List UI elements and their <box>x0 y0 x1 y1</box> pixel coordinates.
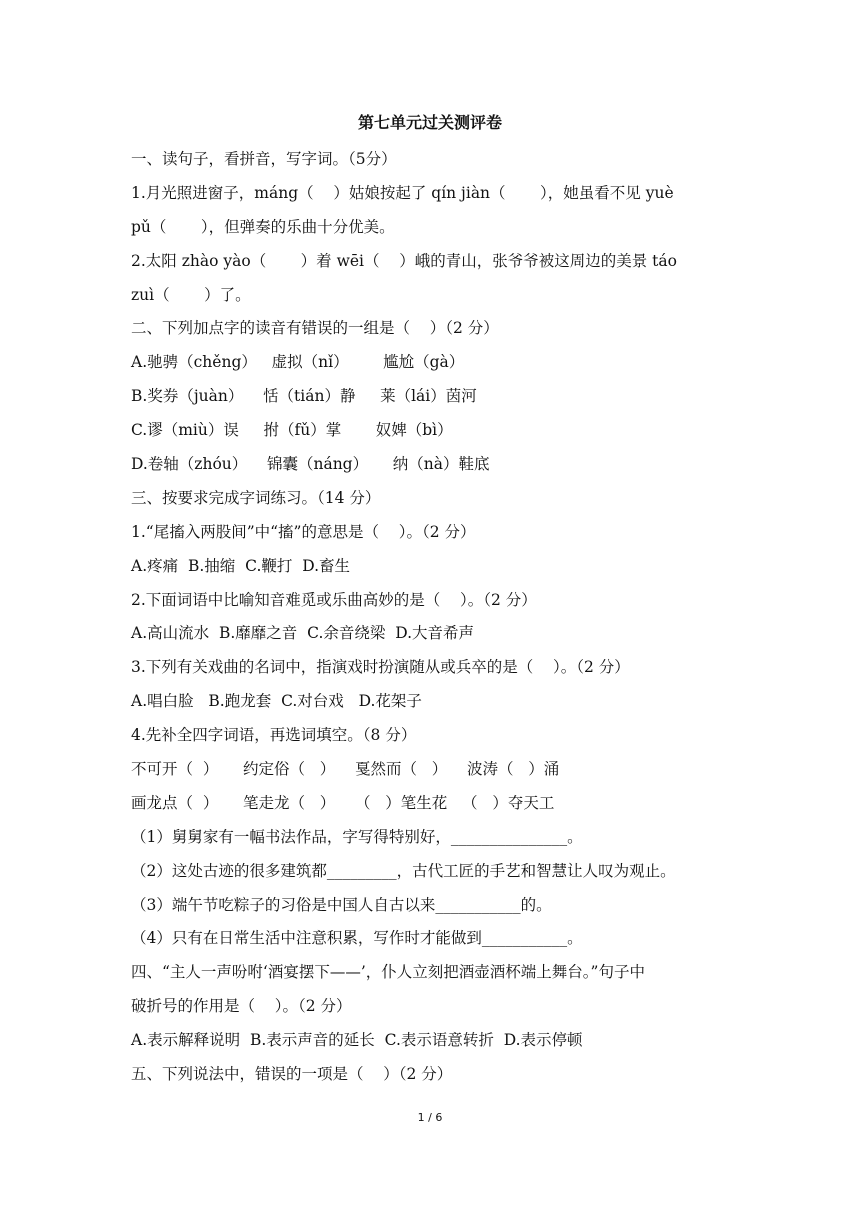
fill-sentence: （1）舅舅家有一幅书法作品，字写得特别好，_______________。 <box>131 827 583 846</box>
question-line: 破折号的作用是（ ）。（2 分） <box>131 997 352 1016</box>
option-line: A.唱白脸 B.跑龙套 C.对台戏 D.花架子 <box>131 692 422 711</box>
question-line: 2.太阳 zhào yào（ ）着 wēi（ ）峨的青山，张爷爷被这周边的美景 táo <box>131 251 677 270</box>
fill-blank-words: 不可开（ ） 约定俗（ ） 戛然而（ ） 波涛（ ）涌 <box>131 760 560 779</box>
section-heading-4: 四、“主人一声吩咐‘酒宴摆下——’，仆人立刻把酒壶酒杯端上舞台。”句子中 <box>131 963 645 982</box>
fill-sentence: （2）这处古迹的很多建筑都_________，古代工匠的手艺和智慧让人叹为观止。 <box>131 861 676 880</box>
option-line: A.驰骋（chěng） 虚拟（nǐ） 尴尬（gà） <box>131 353 465 372</box>
page-title: 第七单元过关测评卷 <box>357 113 502 132</box>
question-line: 1.月光照进窗子，máng（ ）姑娘按起了 qín jiàn（ ），她虽看不见 yuè <box>131 183 674 202</box>
question-line: 3.下列有关戏曲的名词中，指演戏时扮演随从或兵卒的是（ ）。（2 分） <box>131 658 630 677</box>
section-heading-1: 一、读句子，看拼音，写字词。（5分） <box>131 150 397 168</box>
question-line: pǔ（ ），但弹奏的乐曲十分优美。 <box>131 217 395 236</box>
option-line: A.疼痛 B.抽缩 C.鞭打 D.畜生 <box>131 556 351 575</box>
fill-sentence: （4）只有在日常生活中注意积累，写作时才能做到___________。 <box>131 929 583 948</box>
question-line: 2.下面词语中比喻知音难觅或乐曲高妙的是（ ）。（2 分） <box>131 590 537 609</box>
option-line: C.谬（miù）误 拊（fǔ）掌 奴婢（bì） <box>131 421 453 440</box>
question-line: 4.先补全四字词语，再选词填空。（8 分） <box>131 726 417 745</box>
option-line: D.卷轴（zhóu） 锦囊（náng） 纳（nà）鞋底 <box>131 455 490 474</box>
question-line: zuì（ ）了。 <box>131 285 251 304</box>
option-line: A.高山流水 B.靡靡之音 C.余音绕梁 D.大音希声 <box>131 624 475 643</box>
option-line: A.表示解释说明 B.表示声音的延长 C.表示语意转折 D.表示停顿 <box>131 1031 583 1050</box>
page-number: 1 / 6 <box>417 1111 443 1124</box>
option-line: B.奖券（juàn） 恬（tián）静 莱（lái）茵河 <box>131 387 477 406</box>
fill-blank-words: 画龙点（ ） 笔走龙（ ） （ ）笔生花 （ ）夺天工 <box>131 793 555 812</box>
question-body <box>131 143 731 1092</box>
section-heading-5: 五、下列说法中，错误的一项是（ ）（2 分） <box>131 1065 453 1084</box>
fill-sentence: （3）端午节吃粽子的习俗是中国人自古以来___________的。 <box>131 895 552 914</box>
section-heading-3: 三、按要求完成字词练习。（14 分） <box>131 488 381 507</box>
question-line: 1.“尾搐入两股间”中“搐”的意思是（ ）。（2 分） <box>131 522 476 541</box>
section-heading-2: 二、下列加点字的读音有错误的一组是（ ）（2 分） <box>131 319 499 338</box>
